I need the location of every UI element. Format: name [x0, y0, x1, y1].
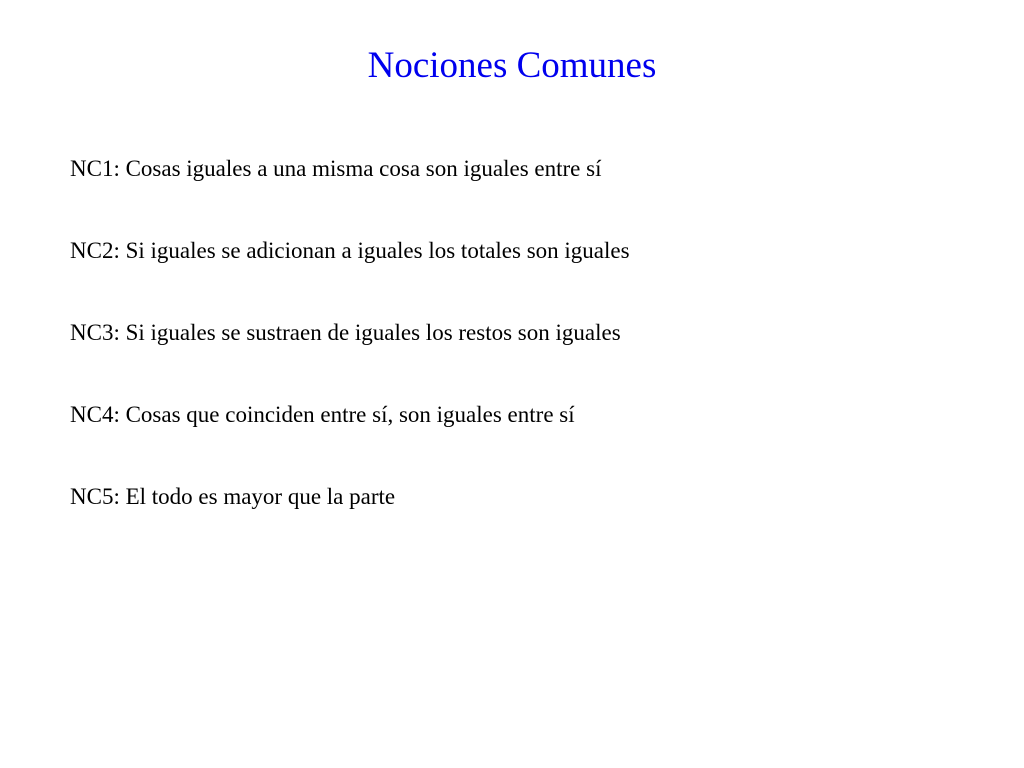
- common-notions-list: [70, 154, 630, 564]
- common-notion-1: NC1: Cosas iguales a una misma cosa son iguales entre sí: [70, 156, 602, 181]
- common-notion-4: NC4: Cosas que coinciden entre sí, son iguales entre sí: [70, 402, 575, 427]
- common-notion-3: NC3: Si iguales se sustraen de iguales los restos son iguales: [70, 320, 621, 345]
- common-notion-5: NC5: El todo es mayor que la parte: [70, 484, 396, 509]
- common-notion-2: NC2: Si iguales se adicionan a iguales los totales son iguales: [70, 238, 630, 263]
- slide-title: Nociones Comunes: [367, 45, 657, 86]
